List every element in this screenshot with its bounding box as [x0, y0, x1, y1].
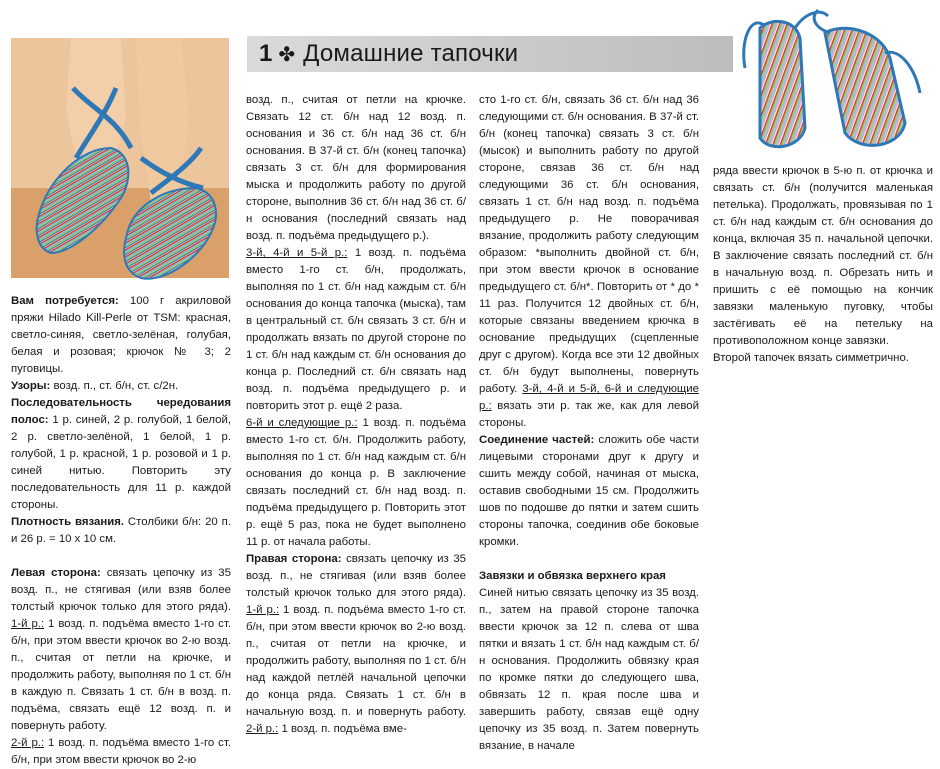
- patterns-label: Узоры:: [11, 380, 51, 392]
- photo-feet-wearing-slippers: [11, 38, 229, 278]
- text-column-2: [246, 92, 466, 738]
- r-row2-text: 1 возд. п. подъёма вме-: [278, 723, 407, 735]
- row2-paragraph: [11, 735, 231, 769]
- col2-continuation: возд. п., считая от петли на крючке. Связать 12 ст. б/н над 12 возд. п. основания и 36 ст. б/н над 36 ст. б/н основания. В 37-й ст. б/н (конец тапочка) связать 3 ст. б/н для формирования мыска и продолжить работу по другой стороне, выполнив 36 ст. б/н над 36 ст. б/н основания (последний связать над возд. п. подъёма предыдущего р.).: [246, 94, 466, 242]
- patterns-paragraph: [11, 378, 231, 395]
- text-column-1: [11, 293, 231, 769]
- joining-text: сложить обе части лицевыми сторонами друг к другу и сшить между собой, начиная от мыска, оставив свободными 15 см. Продолжить шов по подошве до пятки и затем сшить стороны тапочка, соединив обе боковые кромки.: [479, 434, 699, 548]
- left-side-label: Левая сторона:: [11, 567, 101, 579]
- left-side-text: связать цепочку из 35 возд. п., не стягивая (или взяв более толстый крючок только для этого ряда).: [11, 567, 231, 613]
- slippers-illustration: [740, 8, 930, 158]
- density-text: Столбики б/н: 20 п. и 26 р. = 10 x 10 см.: [11, 516, 231, 545]
- row2-label: 2-й р.:: [11, 737, 45, 749]
- row1-text: 1 возд. п. подъёма вместо 1-го ст. б/н, при этом ввести крючок во 2-ю возд. п., считая от петли на крючке, и продолжить работу, выполняя по 1 ст. б/н в каждую п. Связать 1 ст. б/н в возд. п. подъёма, связать ещё 12 возд. п. и повернуть работу.: [11, 618, 231, 732]
- materials-paragraph: [11, 293, 231, 378]
- clover-icon: ✤: [278, 43, 296, 66]
- right-side-paragraph: [246, 551, 466, 738]
- r-row1-label: 1-й р.:: [246, 604, 280, 616]
- feet-illustration: [11, 38, 229, 278]
- rows345-paragraph: [246, 245, 466, 415]
- col4-text: ряда ввести крючок в 5-ю п. от крючка и связать ст. б/н (получится маленькая петелька). Продолжать, провязывая по 1 ст. б/н над каждым ст. б/н основания до конца, включая 35 п. начальной цепочки. В заключение связать последний ст. б/н в начальную возд. п. Обрезать нить и пришить с её помощью на кончик завязки маленькую пуговку, чтобы застёгивать её на петельку на противоположном конце завязки.: [713, 165, 933, 347]
- joining-label: Соединение частей:: [479, 434, 595, 446]
- row1-label: 1-й р.:: [11, 618, 45, 630]
- density-paragraph: [11, 514, 231, 548]
- stripes-text: 1 р. синей, 2 р. голубой, 1 белой, 2 р. светло-зелёной, 1 белой, 1 р. голубой, 1 р. красной, 1 р. розовой и 1 р. синей нитью. Повторить эту последовательность для 11 р. каждой стороны.: [11, 414, 231, 511]
- r-row2-label: 2-й р.:: [246, 723, 279, 735]
- row2-text: 1 возд. п. подъёма вместо 1-го ст. б/н, при этом ввести крючок во 2-ю: [11, 737, 231, 766]
- rows345-text: 1 возд. п. подъёма вместо 1-го ст. б/н, продолжать, выполняя по 1 ст. б/н над каждым ст. б/н основания до конца тапочка (мыска), там в центральный ст. б/н связать 3 ст. б/н и продолжать вязать по другой стороне по 1 ст. б/н над каждым ст. б/н основания до конца р. Последний ст. б/н связать над возд. п. подъёма предыдущего р. и повторить этот р. ещё 2 раза.: [246, 247, 466, 412]
- patterns-text: возд. п., ст. б/н, ст. с/2н.: [50, 380, 179, 392]
- ties-text: Синей нитью связать цепочку из 35 возд. п., затем на правой стороне тапочка ввести крючок за 12 п. слева от шва пятки и вязать 1 ст. б/н над каждым ст. б/н основания. Продолжить обвязку края по кромке пятки до следующего шва, обвязать 12 п. края после шва и завершить работу, связав ещё одну цепочку из 35 возд. п. Затем повернуть вязание, в начале: [479, 587, 699, 752]
- rows345-right-text: вязать эти р. так же, как для левой стороны.: [479, 400, 699, 429]
- row6-label: 6-й и следующие р.:: [246, 417, 358, 429]
- materials-label: Вам потребуется:: [11, 295, 119, 307]
- col4-last-line: Второй тапочек вязать симметрично.: [713, 352, 909, 364]
- page-title: Домашние тапочки: [303, 40, 519, 67]
- left-side-paragraph: [11, 565, 231, 735]
- ties-heading: Завязки и обвязка верхнего края: [479, 570, 666, 582]
- title-number: 1: [259, 40, 273, 67]
- joining-paragraph: [479, 432, 699, 551]
- text-column-3: [479, 92, 699, 755]
- right-side-label: Правая сторона:: [246, 553, 342, 565]
- rows345-right-label: 3-й, 4-й и 5-й, 6-й и следующие р.:: [479, 383, 700, 412]
- text-column-4: [713, 163, 933, 367]
- density-label: Плотность вязания.: [11, 516, 125, 528]
- materials-text: 100 г акриловой пряжи Hilado Kill-Perle от TSM: красная, светло-синяя, светло-зелёная, голубая, белая и розовая; крючок № 3; 2 пуговицы.: [11, 295, 231, 375]
- col3-paragraph: [479, 92, 699, 432]
- page-title-bar: [247, 36, 733, 72]
- stripes-label: Последовательность чередования полос:: [11, 397, 231, 426]
- rows345-label: 3-й, 4-й и 5-й р.:: [246, 247, 348, 259]
- col3-text: сто 1-го ст. б/н, связать 36 ст. б/н над 36 следующими ст. б/н основания. В 37-й ст. б/н (конец тапочка) связать 3 ст. б/н (мысок) и выполнить работу по другой стороне, связав 36 ст. б/н над следующими 36 ст. б/н основания, связать 1 ст. б/н над возд. п. подъёма предыдущего р. Не поворачивая вязание, продолжить работу следующим образом: *выполнить двойной ст. б/н, при этом ввести крючок в основание предыдущего ст. б/н*. Повторить от * до * 11 раз. Получится 12 двойных ст. б/н, которые связаны введением крючка в основание предыдущих (сцепленные друг с другом). Когда все эти 12 двойных ст. б/н будут выполнены, повернуть работу.: [479, 94, 699, 395]
- stripes-paragraph: [11, 395, 231, 514]
- row6-paragraph: [246, 415, 466, 551]
- row6-text: 1 возд. п. подъёма вместо 1-го ст. б/н. Продолжить работу, выполняя по 1 ст. б/н над каждым ст. б/н основания до конца р. В заключение связать последний ст. б/н над возд. п. подъёма предыдущего р. Повторить этот р. ещё 5 раз, пока не будет выполнено 11 р. от начала работы.: [246, 417, 466, 548]
- right-side-text: связать цепочку из 35 возд. п., не стягивая (или взяв более толстый крючок только для этого ряда).: [246, 553, 467, 599]
- photo-slippers-pair: [740, 8, 930, 158]
- r-row1-text: 1 возд. п. подъёма вместо 1-го ст. б/н, при этом ввести крючок во 2-ю возд. п., считая от петли на крючке, и продолжить работу, выполняя по 1 ст. б/н над каждой петлёй начальной цепочки до конца ряда. Связать 1 ст. б/н в начальную возд. п. и повернуть работу.: [246, 604, 466, 718]
